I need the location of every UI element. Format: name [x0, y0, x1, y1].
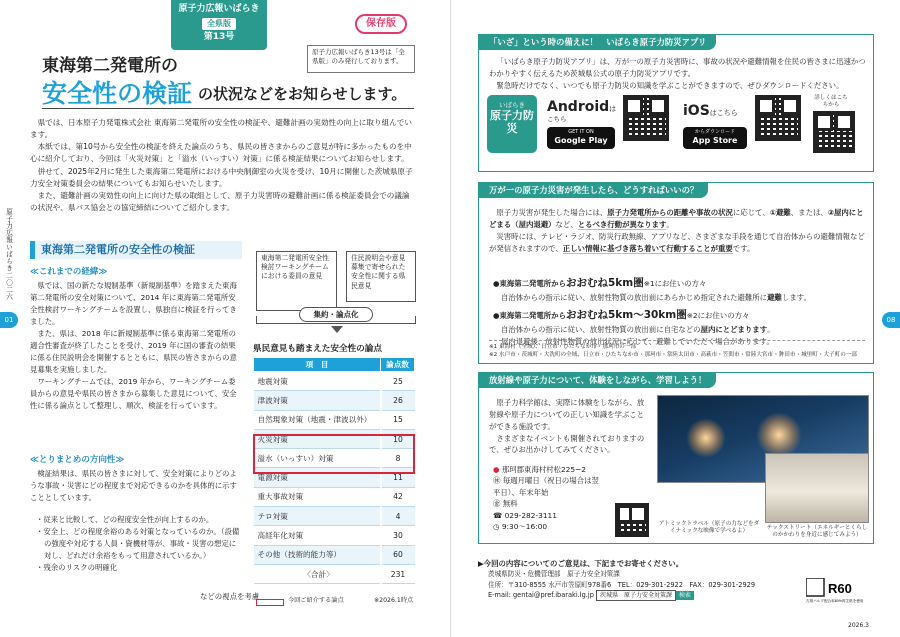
- footnote-1: ※1 東海村（全域）、日立市・ひたちなか市・那珂市の一部: [489, 344, 637, 350]
- app-text-1: 「いばらき原子力防災アプリ」は、万が一の原子力災害時に、事故の状況や避難情報を住民の皆さまに迅速かつわかりやすく伝えるため茨城県公式の原子力防災アプリです。: [489, 57, 866, 78]
- zone-30km-title: [493, 307, 863, 324]
- text-run: とるべき行動が異なります: [577, 219, 667, 229]
- ios-label: [683, 101, 738, 121]
- recycled-paper-mark: [806, 578, 878, 604]
- flow-box-committee: 東海第二発電所安全性検討ワーキングチームにおける委員の意見: [256, 251, 337, 311]
- disaster-paragraph-1: [489, 207, 867, 231]
- phone-icon: ☎: [493, 510, 503, 520]
- table-cell: 11: [381, 468, 415, 487]
- tel-text: 029-282-3111: [504, 510, 557, 520]
- text-run: ●東海第二発電所から: [493, 311, 566, 320]
- museum-qr-code[interactable]: [615, 503, 649, 537]
- ios-qr-code[interactable]: [755, 95, 801, 141]
- app-store-button[interactable]: [683, 127, 747, 149]
- text-run: など、: [555, 219, 578, 229]
- preserve-badge: 保存版: [355, 14, 407, 34]
- bullet-item: ・従来と比較して、どの程度安全性が向上するのか。: [36, 515, 214, 524]
- masthead-edition: 全県版: [202, 18, 236, 30]
- text-run: 。: [767, 324, 775, 334]
- page-number-right: 08: [882, 312, 900, 328]
- intro-paragraph: 県では、日本原子力発電株式会社 東海第二発電所の安全性の検証や、避難計画の実効性の向上に取り組んでいます。: [30, 118, 412, 140]
- history-paragraph: 県では、国の新たな規制基準（新規制基準）を踏まえた東海第二発電所の安全対策について、2014 年に東海第二発電所安全性検討ワーキングチームを設置し、県独自に検証を行ってきました。: [30, 280, 237, 326]
- ios-word: iOS: [683, 103, 710, 119]
- text-run: 避難: [767, 292, 782, 302]
- masthead-issue: 第13号: [203, 31, 235, 42]
- android-sub: こちら: [547, 115, 567, 123]
- yen-icon: ㊎: [493, 499, 501, 509]
- table-cell: 電源対策: [254, 468, 381, 487]
- museum-closed: [493, 475, 603, 498]
- table-cell: 30: [381, 526, 415, 545]
- pin-icon: ●: [493, 465, 500, 474]
- intro-paragraph: また、避難計画の実効性の向上に向けた県の取組として、原子力災害時の避難計画に係る検証委員会での議論の状況や、県バス協会との協定締結についてご紹介します。: [30, 190, 410, 212]
- as-label: App Store: [692, 135, 738, 145]
- app-text-2: 緊急時だけでなく、いつでも原子力防災の知識を学ぶことができますので、ぜひダウンロードください。: [496, 80, 844, 90]
- search-button[interactable]: 検索: [676, 591, 694, 600]
- table-row: [254, 507, 415, 526]
- android-qr-code[interactable]: [623, 95, 669, 141]
- contact-address: 住所：〒310-8555 水戸市笠原町978番6 TEL：029-301-2922 FAX：029-301-2929: [488, 580, 756, 589]
- page-number-left: 01: [0, 312, 18, 328]
- aspects-end: などの視点を考慮: [200, 592, 260, 601]
- photo1-caption: アトミックトラベル（原子の力などをダイナミックな映像で学べるよ）: [658, 521, 760, 535]
- text-run: 、または、: [790, 208, 828, 217]
- text-run: 原子力発電所からの距離や事故の状況: [607, 208, 733, 217]
- masthead-title: 原子力広報いばらき: [178, 4, 260, 14]
- android-word: Android: [547, 99, 610, 115]
- museum-fee: [493, 498, 603, 509]
- table-cell: 10: [381, 429, 415, 448]
- app-logo-big: 原子力防災: [490, 109, 534, 136]
- text-run: します。: [781, 292, 811, 302]
- bullet-list: [36, 514, 242, 574]
- table-total-row: [254, 564, 415, 583]
- museum-tel: [493, 510, 603, 521]
- footnote-2: ※2 水戸市・茨城町・大洗町の全域、日立市・ひたちなか市・那珂市・常陸太田市・高萩市・笠間市・常陸大宮市・鉾田市・城里町・大子町の一部: [489, 352, 858, 359]
- app-section-text: [489, 56, 867, 92]
- closed-icon: ㊡: [493, 476, 501, 486]
- zone-5km-text: [493, 292, 863, 304]
- text-run: おおむね5km圏: [565, 277, 644, 289]
- info-qr-code[interactable]: [813, 111, 855, 153]
- direction-heading: ≪とりまとめの方向性≫: [30, 455, 125, 465]
- app-download-strip: [487, 95, 867, 163]
- zone-30km-text-2: 屋内退避後、放射性物質の放出状況に応じて、避難していただく場合があります。: [501, 336, 774, 346]
- android-suffix: は: [609, 105, 617, 113]
- legend-label: 今回ご紹介する論点: [288, 597, 344, 604]
- total-label: 〈合計〉: [254, 564, 381, 583]
- closed-text: 毎週月曜日（祝日の場合は翌平日）、年末年始: [493, 476, 599, 497]
- museum-hours: [493, 521, 603, 532]
- text-run: です。: [732, 243, 755, 253]
- table-cell: 火災対策: [254, 429, 381, 448]
- table-cell: 高経年化対策: [254, 526, 381, 545]
- zone-5km-title: [493, 275, 863, 292]
- table-cell: 60: [381, 545, 415, 564]
- flow-label: 集約・論点化: [299, 307, 373, 322]
- table-cell: 42: [381, 487, 415, 506]
- history-heading: ≪これまでの経緯≫: [30, 267, 108, 277]
- intro-paragraph: 本紙では、第10号から安全性の検証を終えた論点のうち、県民の皆さまからのご意見が特に多かったものを中心に紹介しており、今回は「火災対策」と「溢水（いっすい）対策」に係る検証結果についてお知らせします。: [30, 142, 412, 164]
- direction-block: [30, 454, 242, 504]
- table-cell: 15: [381, 410, 415, 429]
- contact-heading: ▶今回の内容についてのご意見は、下記までお寄せください。: [478, 559, 684, 568]
- text-run: ※2にお住いの方々: [686, 311, 750, 320]
- table-row: [254, 526, 415, 545]
- disaster-section-heading: 万が一の原子力災害が発生したら、どうすればいいの？: [479, 182, 708, 198]
- history-paragraph: また、県は、2018 年に新規制基準に係る東海第二発電所の適合性審査が終了したことを受け、2019 年に国の審査の結果に係る住民説明会を開催するとともに、県民の皆さまからの意見募集を実施しました。: [30, 328, 237, 374]
- table-cell: 4: [381, 507, 415, 526]
- table-cell: 自然現象対策（地震・津波以外）: [254, 410, 381, 429]
- table-cell: 8: [381, 449, 415, 468]
- science-section-heading: 放射線や原子力について、体験をしながら、学習しよう！: [479, 372, 716, 388]
- text-run: 。: [666, 219, 674, 229]
- text-run: 原子力災害が発生した場合には、: [496, 208, 608, 217]
- side-vertical-title: 原子力広報いばらき二〇二六: [4, 208, 13, 301]
- history-block: [30, 266, 242, 412]
- app-logo-small: いばらき: [499, 101, 525, 109]
- title-line-2: 安全性の検証: [42, 79, 193, 108]
- table-cell: テロ対策: [254, 507, 381, 526]
- legend-swatch: [256, 599, 284, 606]
- text-run: ②屋内にとどまる（屋内退避）: [489, 208, 864, 229]
- as-of-note: ※2026.1時点: [374, 597, 414, 604]
- flow-box-public: 住民説明会や意見募集で寄せられた安全性に関する県民意見: [346, 251, 416, 302]
- table-header: 論点数: [381, 358, 415, 372]
- science-section: [478, 372, 874, 544]
- disaster-text: [489, 207, 867, 254]
- more-info-note: 詳しくはこちらから: [814, 95, 848, 109]
- table-header: 項 目: [254, 358, 381, 372]
- text-run: ●東海第二発電所から: [493, 279, 566, 288]
- photo-light: [756, 412, 802, 458]
- photo-light: [686, 418, 726, 458]
- text-run: 災害時には、テレビ・ラジオ、防災行政無線、アプリなど、さまざまな手段を通じて自治体からの避難情報などが発信されますので、: [489, 231, 865, 253]
- bullet-item: ・残余のリスクの明確化: [36, 562, 118, 572]
- title-line-1: 東海第二発電所の: [42, 56, 178, 76]
- contact-email[interactable]: E-mail: gentai@pref.ibaraki.lg.jp: [488, 590, 594, 599]
- recycle-icon: [806, 578, 824, 596]
- gp-label: Google Play: [554, 135, 608, 145]
- search-tag: 茨城県 原子力安全対策課: [596, 590, 676, 601]
- intro-paragraph: 併せて、2025年2月に発生した東海第二発電所における中央制御室の火災を受け、10月に開催した茨城県原子力安全対策委員会の結果についてもお知らせいたします。: [30, 166, 413, 188]
- app-section-heading: 「いざ」という時の備えに！ いばらき原子力防災アプリ: [479, 34, 716, 50]
- table-cell: 津波対策: [254, 391, 381, 410]
- museum-address: [493, 464, 603, 475]
- hours-text: 9:30〜16:00: [501, 522, 548, 532]
- fold-line: [450, 0, 451, 637]
- bullet-item: ・安全上、どの程度余裕のある対策となっているのか。（設備の強度や対応する人員・資機材等が、事故・災害の想定に対し、どれだけ余裕をもって用意されているか。）: [36, 526, 240, 560]
- tech-street-photo: [765, 453, 869, 523]
- text-run: に応じて、: [732, 208, 770, 217]
- zone-30km-text: [493, 324, 863, 336]
- science-text: [489, 397, 649, 456]
- table-title: 県民意見も踏まえた安全性の論点: [253, 344, 382, 354]
- section-title: 東海第二発電所の安全性の検証: [30, 241, 242, 259]
- table-row: [254, 372, 415, 391]
- as-small: からダウンロード: [694, 129, 735, 135]
- arrow-down-icon: [331, 326, 343, 333]
- table-cell: その他（技術的能力等）: [254, 545, 381, 564]
- address-text: 那珂郡東海村村松225−2: [501, 465, 586, 474]
- total-value: 231: [381, 564, 415, 583]
- table-cell: 溢水（いっすい）対策: [254, 449, 381, 468]
- app-section: [478, 34, 874, 172]
- edition-note: 原子力広報いばらき13号は「全県版」のみ発行しております。: [307, 45, 415, 73]
- science-text-1: 原子力科学館は、実際に体験をしながら、放射線や原子力についての正しい知識を学ぶことができる施設です。: [489, 398, 645, 431]
- table-row: [254, 391, 415, 410]
- zone-5km: [493, 275, 863, 304]
- contact-dept: 茨城県防災・危機管理部 原子力安全対策課: [488, 570, 620, 579]
- google-play-button[interactable]: [547, 127, 615, 149]
- highlight-frame: [253, 434, 415, 474]
- text-run: 正しい情報に基づき落ち着いて行動することが重要: [562, 243, 733, 253]
- masthead: [171, 0, 267, 50]
- issue-date: 2026.3: [848, 622, 869, 629]
- table-row: [254, 545, 415, 564]
- text-run: ①避難: [769, 208, 791, 217]
- title-underline: [42, 108, 414, 109]
- fee-text: 無料: [502, 499, 518, 509]
- gp-small: GET IT ON: [568, 129, 594, 135]
- direction-paragraph: 検証結果は、県民の皆さまに対して、安全対策によりどのような事故・災害にどの程度まで対応できるのかを具体的に示すこととしています。: [30, 468, 237, 502]
- text-run: 自治体からの指示に従い、放射性物質の放出前にあらかじめ指定された避難所に: [501, 292, 768, 302]
- text-run: 屋内にとどまります: [700, 324, 768, 334]
- text-run: おおむね5km〜30km圏: [565, 309, 687, 321]
- museum-info: [493, 464, 603, 533]
- clock-icon: ◷: [493, 522, 500, 532]
- ios-suffix: はこちら: [709, 109, 738, 117]
- title-line-3: の状況などをお知らせします。: [198, 85, 407, 103]
- app-logo: [487, 95, 537, 153]
- intro-text: [30, 117, 416, 214]
- table-cell: 地震対策: [254, 372, 381, 391]
- zone-footnotes: [489, 340, 865, 359]
- table-cell: 25: [381, 372, 415, 391]
- table-cell: 重大事故対策: [254, 487, 381, 506]
- r60-mark: R60: [828, 581, 852, 596]
- science-text-2: さまざまなイベントも開催されておりますので、ぜひお出かけしてみてください。: [489, 433, 645, 455]
- disaster-section: [478, 182, 874, 364]
- table-row: [254, 410, 415, 429]
- photo2-caption: テックストリート（エネルギーとくらしのかかわりを身近に感じてみよう）: [766, 525, 868, 539]
- table-row: [254, 487, 415, 506]
- r60-sub: 古紙パルプ配合率60%再生紙を使用: [806, 599, 864, 603]
- table-cell: 26: [381, 391, 415, 410]
- text-run: 自治体からの指示に従い、放射性物質の放出前に自宅などの: [501, 324, 701, 334]
- disaster-paragraph-2: [489, 231, 867, 255]
- text-run: ※1にお住いの方々: [643, 279, 707, 288]
- history-paragraph: ワーキングチームでは、2019 年から、ワーキングチーム委員からの意見や県民の皆さまから募集した意見について、安全性に係る論点として整理し、順次、検証を行っています。: [30, 376, 237, 410]
